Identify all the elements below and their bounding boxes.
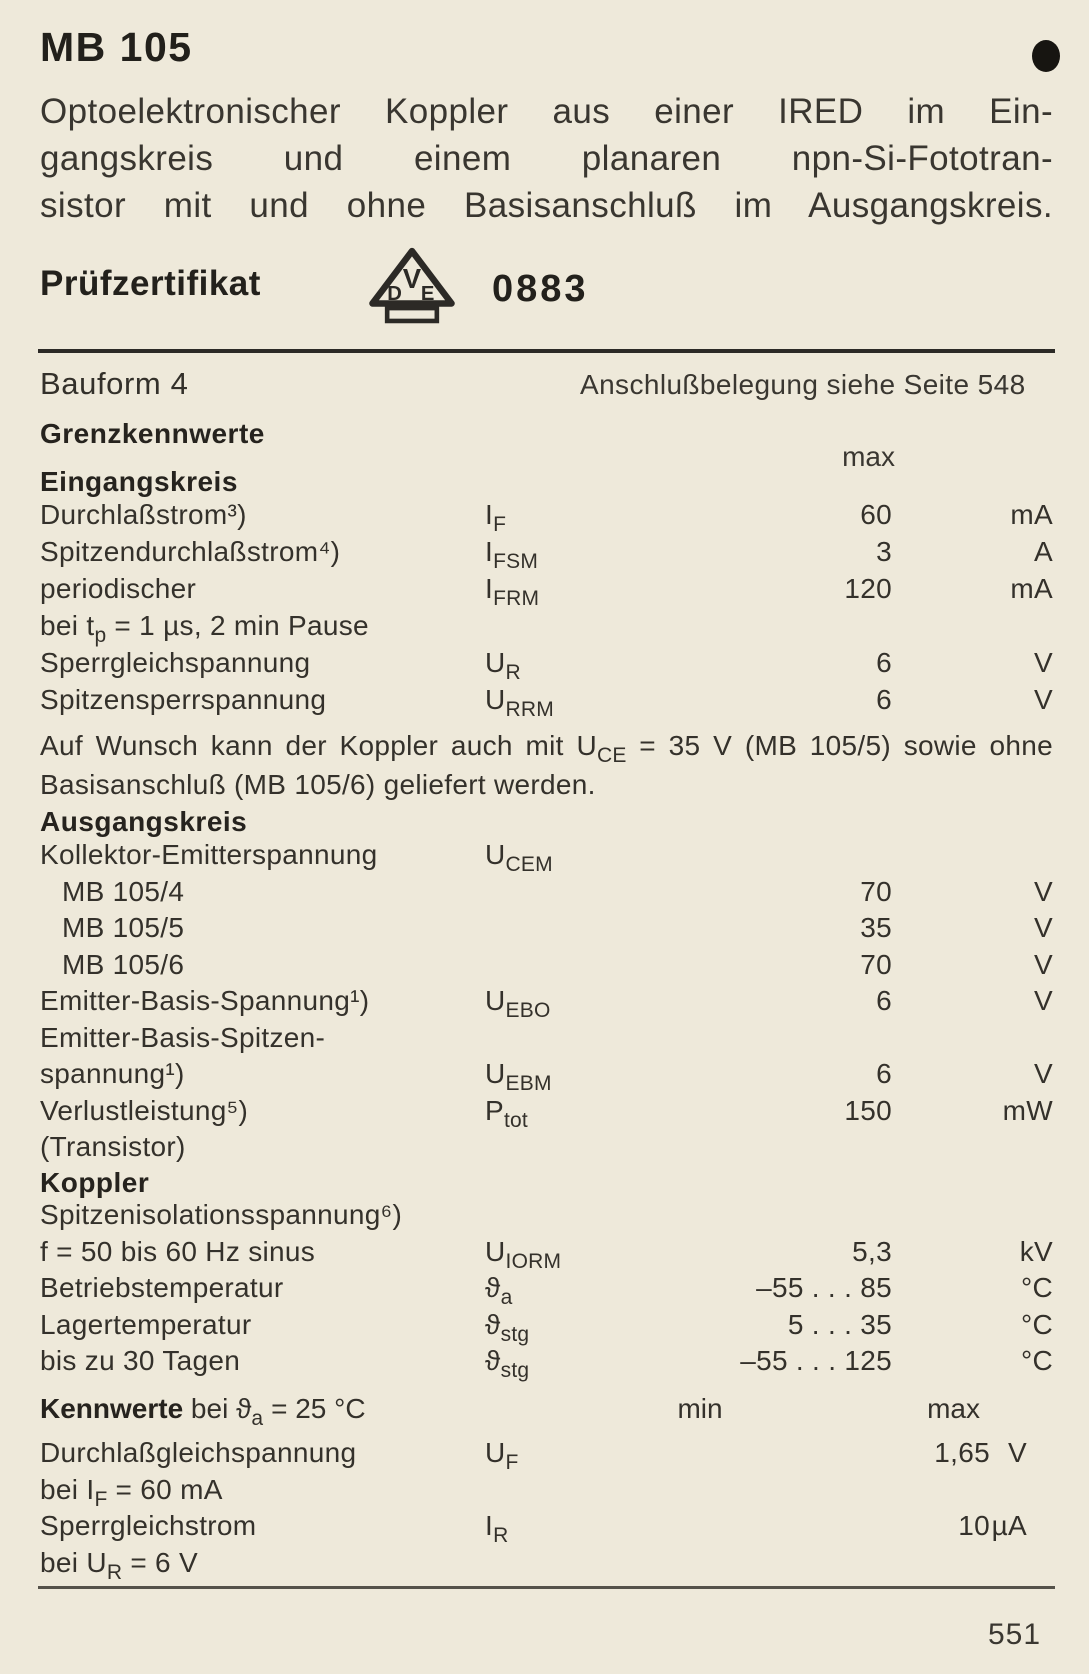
table-row — [40, 535, 1053, 572]
row-label: Lagertemperatur — [40, 1308, 252, 1340]
table-row — [40, 572, 1053, 609]
row-max: 1,65 — [934, 1437, 990, 1468]
table-row — [40, 646, 1053, 683]
row-unit: V — [1008, 1437, 1027, 1468]
table-row — [40, 1021, 1053, 1058]
pause-note: bei $t_p = 1$ µs, 2 min Pause — [40, 610, 369, 647]
divider-rule-top — [38, 349, 1055, 353]
section-heading-ausgangskreis: Ausgangskreis — [40, 806, 248, 837]
row-label: Emitter-Basis-Spannung¹) — [40, 985, 370, 1016]
koppler-table — [40, 1198, 1053, 1381]
row-symbol: $ϑ_a$ — [485, 1272, 513, 1309]
certificate-label: Prüfzertifikat — [40, 264, 261, 303]
vde-logo-icon — [366, 244, 458, 328]
row-symbol: $U_{EBO}$ — [485, 985, 551, 1022]
kennwerte-heading: Kennwerte bei $ϑ_a = 25$ °C — [40, 1393, 366, 1430]
certificate-row — [40, 244, 1053, 328]
table-row-note — [40, 1473, 1053, 1510]
certificate-number: 0883 — [492, 268, 589, 310]
row-symbol: $U_{RRM}$ — [485, 684, 554, 721]
row-symbol: $I_{FSM}$ — [485, 536, 539, 573]
ausgangskreis-table — [40, 838, 1053, 1167]
description-line: gangskreis und einem planaren npn-Si-Fototran- — [40, 139, 1053, 178]
row-symbol: $I_{FRM}$ — [485, 573, 540, 610]
pinout-note: Anschlußbelegung siehe Seite 548 — [580, 369, 1026, 400]
row-min — [635, 1436, 765, 1473]
row-unit — [892, 1130, 1053, 1167]
row-label: f = 50 bis 60 Hz sinus — [40, 1235, 316, 1267]
row-symbol — [485, 875, 655, 912]
row-unit: mW — [1002, 1094, 1053, 1126]
row-symbol — [485, 1130, 655, 1167]
row-unit — [892, 1021, 1053, 1058]
row-unit — [892, 838, 1053, 875]
option-note-line: Basisanschluß (MB 105/6) geliefert werden. — [40, 769, 596, 800]
table-row — [40, 1308, 1053, 1345]
table-row — [40, 1198, 1053, 1235]
row-value — [655, 1130, 892, 1167]
row-unit: µA — [991, 1510, 1027, 1541]
row-symbol: $I_F$ — [485, 499, 507, 536]
eingangskreis-table — [40, 498, 1053, 720]
row-value: 70 — [860, 875, 892, 907]
section-heading-koppler: Koppler — [40, 1167, 150, 1198]
row-value: 120 — [844, 573, 892, 604]
page-title: MB 105 — [40, 24, 193, 70]
row-symbol: $U_F$ — [485, 1437, 519, 1474]
row-symbol — [485, 1021, 655, 1058]
description-line: sistor mit und ohne Basisanschluß im Ausgangskreis. — [40, 186, 1053, 225]
row-label: Durchlaßstrom³) — [40, 499, 247, 530]
table-row — [40, 875, 1053, 912]
kennwerte-header-row — [40, 1392, 1053, 1430]
row-value: –55 . . . 85 — [756, 1272, 892, 1303]
row-label: Spitzenisolationsspannung⁶) — [40, 1199, 403, 1230]
section-heading-grenzkennwerte: Grenzkennwerte — [40, 418, 265, 449]
spacer — [990, 1392, 1053, 1426]
row-symbol: $ϑ_{stg}$ — [485, 1308, 530, 1346]
row-unit: mA — [1010, 499, 1053, 530]
row-label: MB 105/4 — [62, 875, 185, 907]
row-label: MB 105/5 — [62, 912, 185, 943]
column-header-max: max — [842, 441, 895, 472]
row-unit: °C — [1020, 1345, 1053, 1376]
table-row — [40, 1130, 1053, 1167]
section-heading-eingangskreis: Eingangskreis — [40, 466, 238, 497]
svg-text:V: V — [402, 262, 422, 294]
row-symbol: $I_R$ — [485, 1510, 509, 1547]
row-min — [635, 1509, 765, 1546]
description-paragraph — [40, 88, 1053, 229]
table-row — [40, 1344, 1053, 1381]
row-label: Spitzensperrspannung — [40, 684, 327, 715]
row-label: Sperrgleichstrom — [40, 1510, 257, 1541]
row-label: Spitzendurchlaßstrom⁴) — [40, 536, 341, 567]
page-number: 551 — [988, 1618, 1042, 1651]
row-value: 150 — [844, 1094, 892, 1126]
row-value: 6 — [876, 1058, 892, 1089]
row-label: Durchlaßgleichspannung — [40, 1437, 357, 1468]
row-symbol — [485, 911, 655, 948]
row-value: 60 — [860, 499, 892, 530]
row-symbol: $U_R$ — [485, 647, 521, 684]
corner-dot-marker — [1032, 40, 1060, 72]
row-label: Kollektor-Emitterspannung — [40, 839, 378, 870]
row-symbol — [485, 948, 655, 985]
table-row-note — [40, 1546, 1053, 1583]
table-row — [40, 984, 1053, 1021]
row-value: 5 . . . 35 — [787, 1308, 892, 1340]
row-symbol: $P_{tot}$ — [485, 1094, 528, 1132]
row-value: 6 — [876, 684, 892, 715]
row-label: periodischer — [40, 573, 197, 604]
row-unit: V — [1034, 647, 1053, 678]
table-row — [40, 1235, 1053, 1272]
condition-note: bei $I_F = 60$ mA — [40, 1473, 223, 1511]
row-symbol: $U_{EBM}$ — [485, 1058, 552, 1095]
kennwerte-table — [40, 1436, 1053, 1582]
row-value — [655, 1021, 892, 1058]
row-value: 35 — [860, 912, 892, 943]
table-row — [40, 1271, 1053, 1308]
svg-text:D: D — [387, 282, 402, 305]
bauform-label: Bauform 4 — [40, 366, 189, 401]
table-row — [40, 1094, 1053, 1131]
table-row — [40, 498, 1053, 535]
row-unit — [892, 1198, 1053, 1235]
description-line: Optoelektronischer Koppler aus einer IRED im Ein- — [40, 92, 1053, 131]
row-label: MB 105/6 — [62, 948, 185, 980]
column-header-max: max — [927, 1393, 980, 1424]
table-row — [40, 683, 1053, 720]
row-label: Betriebstemperatur — [40, 1272, 284, 1303]
row-max: 10 — [958, 1510, 990, 1541]
table-row — [40, 911, 1053, 948]
table-row — [40, 948, 1053, 985]
row-unit: kV — [1019, 1235, 1053, 1267]
table-row — [40, 1436, 1053, 1473]
row-label: Verlustleistung⁵) — [40, 1094, 249, 1126]
table-row — [40, 1509, 1053, 1546]
option-note-line: Auf Wunsch kann der Koppler auch mit $U_{CE} = 35$ V (MB 105/5) sowie ohne — [40, 730, 1054, 767]
row-unit: V — [1034, 912, 1053, 943]
spacer — [485, 1392, 635, 1426]
row-unit: V — [1034, 875, 1053, 907]
row-unit: °C — [1020, 1308, 1053, 1340]
condition-note: bei $U_R = 6$ V — [40, 1546, 198, 1584]
table-row — [40, 1057, 1053, 1094]
row-value — [655, 838, 892, 875]
row-value: 5,3 — [852, 1235, 892, 1267]
row-label: bis zu 30 Tagen — [40, 1345, 241, 1376]
column-header-min: min — [677, 1393, 723, 1424]
row-label: (Transistor) — [40, 1131, 186, 1162]
option-note — [40, 726, 1053, 804]
row-value: 70 — [860, 948, 892, 980]
row-unit: A — [1034, 536, 1053, 567]
bauform-row — [40, 366, 1053, 402]
row-label: Emitter-Basis-Spitzen- — [40, 1021, 326, 1053]
row-unit: V — [1034, 985, 1053, 1016]
row-symbol: $ϑ_{stg}$ — [485, 1345, 530, 1382]
row-value: 3 — [876, 536, 892, 567]
row-unit: V — [1034, 684, 1053, 715]
row-value: 6 — [876, 985, 892, 1016]
row-symbol — [485, 1198, 655, 1235]
row-value — [655, 1198, 892, 1235]
row-value: –55 . . . 125 — [740, 1345, 892, 1376]
row-unit: mA — [1010, 573, 1053, 604]
svg-text:E: E — [420, 282, 435, 305]
row-unit: V — [1034, 1058, 1053, 1089]
row-symbol: $U_{CEM}$ — [485, 839, 553, 876]
row-symbol: $U_{IORM}$ — [485, 1235, 562, 1273]
table-row-note — [40, 609, 1053, 646]
row-label: spannung¹) — [40, 1058, 185, 1089]
divider-rule-bottom — [38, 1586, 1055, 1589]
row-value: 6 — [876, 647, 892, 678]
row-unit: V — [1034, 948, 1053, 980]
row-unit: °C — [1020, 1272, 1053, 1303]
table-row — [40, 838, 1053, 875]
row-label: Sperrgleichspannung — [40, 647, 311, 678]
